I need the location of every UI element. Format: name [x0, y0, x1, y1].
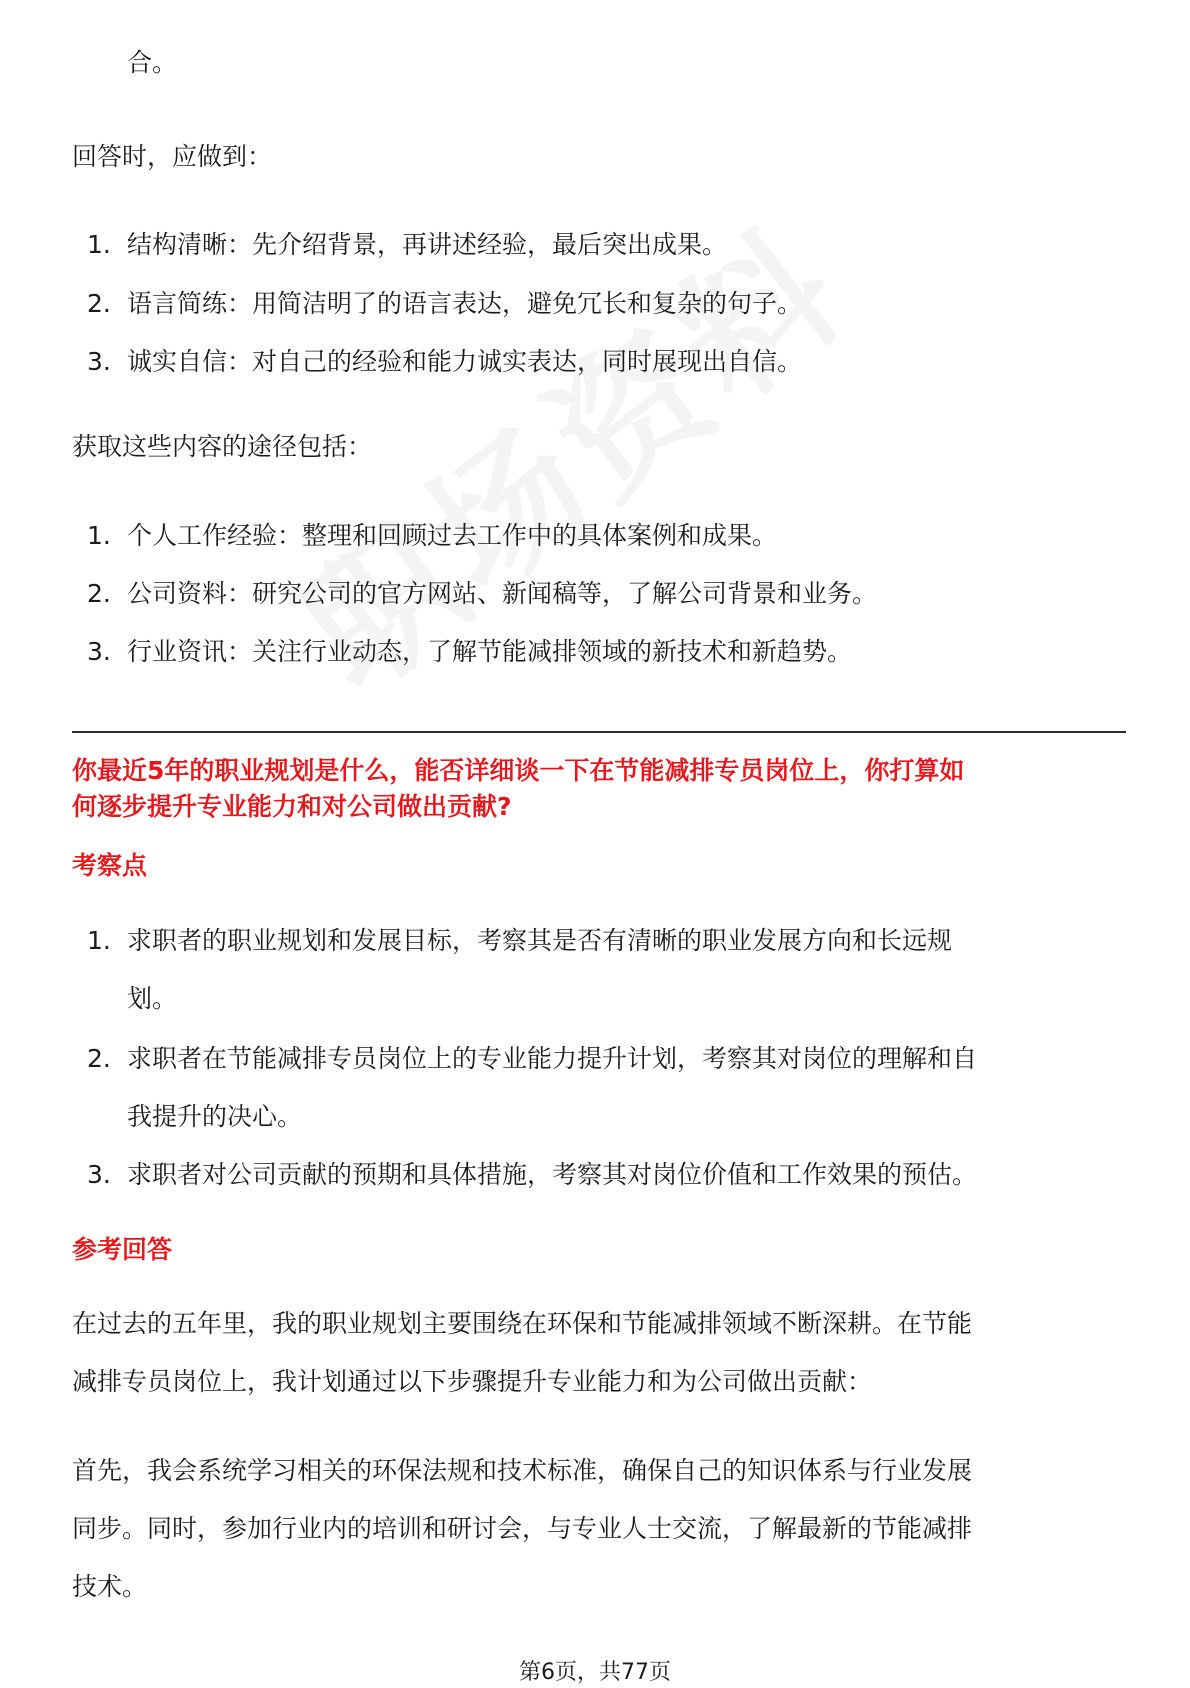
list-number: 3.: [87, 347, 111, 376]
section-divider: [72, 731, 1126, 733]
answer-heading: 回答时，应做到：: [72, 142, 273, 171]
question-title-line1: 你最近5年的职业规划是什么，能否详细谈一下在节能减排专员岗位上，你打算如: [72, 756, 965, 785]
page-number: 第6页，共77页: [519, 1660, 671, 1685]
list-item: 语言简练：用简洁明了的语言表达，避免冗长和复杂的句子。: [127, 289, 803, 318]
list-item-continued: 我提升的决心。: [127, 1102, 303, 1131]
paragraph-line: 技术。: [72, 1572, 148, 1601]
intro-tail: 合。: [127, 48, 178, 77]
paragraph-line: 在过去的五年里，我的职业规划主要围绕在环保和节能减排领域不断深耕。在节能: [72, 1309, 973, 1338]
paragraph-line: 减排专员岗位上，我计划通过以下步骤提升专业能力和为公司做出贡献：: [72, 1367, 873, 1396]
list-number: 3.: [87, 1160, 111, 1189]
list-item-continued: 划。: [127, 984, 178, 1013]
list-number: 2.: [87, 289, 111, 318]
list-number: 1.: [87, 521, 111, 550]
exam-points-heading: 考察点: [72, 851, 148, 880]
paragraph-line: 首先，我会系统学习相关的环保法规和技术标准，确保自己的知识体系与行业发展: [72, 1456, 973, 1485]
sources-heading: 获取这些内容的途径包括：: [72, 432, 373, 461]
list-number: 3.: [87, 637, 111, 666]
list-item: 行业资讯：关注行业动态，了解节能减排领域的新技术和新趋势。: [127, 637, 853, 666]
list-item: 公司资料：研究公司的官方网站、新闻稿等，了解公司背景和业务。: [127, 579, 878, 608]
reference-answer-heading: 参考回答: [72, 1235, 173, 1264]
list-number: 1.: [87, 230, 111, 259]
list-number: 2.: [87, 579, 111, 608]
list-number: 1.: [87, 926, 111, 955]
list-item: 求职者在节能减排专员岗位上的专业能力提升计划，考察其对岗位的理解和自: [127, 1044, 978, 1073]
paragraph-line: 同步。同时，参加行业内的培训和研讨会，与专业人士交流，了解最新的节能减排: [72, 1514, 973, 1543]
list-item: 求职者对公司贡献的预期和具体措施，考察其对岗位价值和工作效果的预估。: [127, 1160, 978, 1189]
list-item: 个人工作经验：整理和回顾过去工作中的具体案例和成果。: [127, 521, 778, 550]
question-title-line2: 何逐步提升专业能力和对公司做出贡献?: [72, 792, 512, 821]
list-item: 求职者的职业规划和发展目标，考察其是否有清晰的职业发展方向和长远规: [127, 926, 953, 955]
list-number: 2.: [87, 1044, 111, 1073]
list-item: 诚实自信：对自己的经验和能力诚实表达，同时展现出自信。: [127, 347, 803, 376]
list-item: 结构清晰：先介绍背景，再讲述经验，最后突出成果。: [127, 230, 728, 259]
